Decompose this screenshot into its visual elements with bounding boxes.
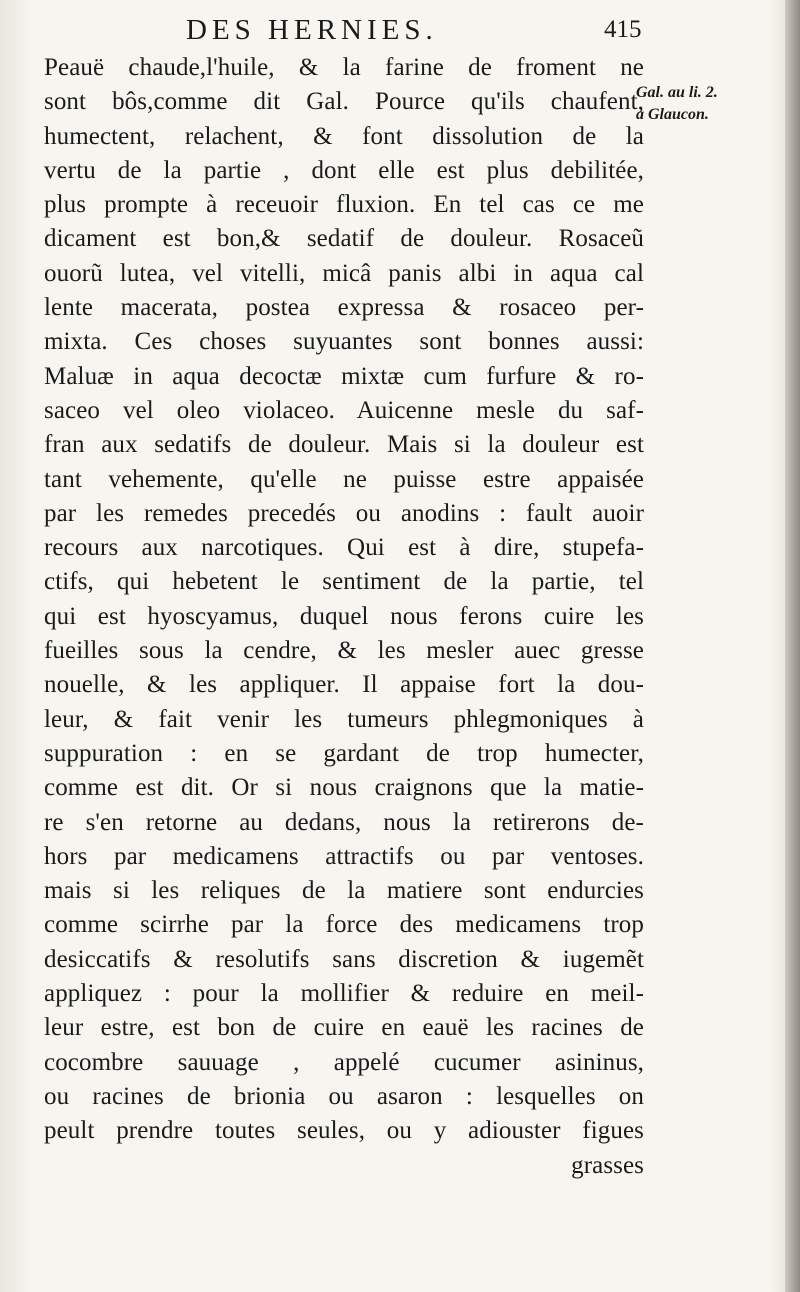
text-line: dicament est bon,& sedatif de douleur. Rosaceũ	[44, 225, 644, 253]
text-line: mixta. Ces choses suyuantes sont bonnes aussi:	[44, 328, 644, 356]
text-line: fran aux sedatifs de douleur. Mais si la douleur est	[44, 431, 644, 459]
text-line: recours aux narcotiques. Qui est à dire, stupefa-	[44, 534, 644, 562]
text-line: humectent, relachent, & font dissolution de la	[44, 122, 644, 150]
text-line: fueilles sous la cendre, & les mesler auec gresse	[44, 637, 644, 665]
text-line: leur estre, est bon de cuire en eauë les racines de	[44, 1014, 644, 1042]
text-line: ou racines de brionia ou asaron : lesquelles on	[44, 1082, 644, 1110]
text-line: suppuration : en se gardant de trop humecter,	[44, 739, 644, 767]
text-line: leur, & fait venir les tumeurs phlegmoniques à	[44, 705, 644, 733]
text-line: sont bôs,comme dit Gal. Pource qu'ils chaufent,	[44, 88, 644, 116]
text-line: ouorũ lutea, vel vitelli, micâ panis albi in aqua cal	[44, 259, 644, 287]
text-line: tant vehemente, qu'elle ne puisse estre appaisée	[44, 465, 644, 493]
running-title: DES HERNIES.	[186, 14, 438, 46]
text-line: cocombre sauuage , appelé cucumer asininus,	[44, 1048, 644, 1076]
text-line: Peauë chaude,l'huile, & la farine de froment ne	[44, 54, 644, 81]
text-line: re s'en retorne au dedans, nous la retirerons de-	[44, 808, 644, 836]
page-number: 415	[604, 16, 642, 43]
text-line: ctifs, qui hebetent le sentiment de la partie, tel	[44, 568, 644, 596]
text-line: mais si les reliques de la matiere sont endurcies	[44, 877, 644, 905]
marginal-note-line: Gal. au li. 2.	[636, 84, 718, 101]
text-line: hors par medicamens attractifs ou par ventoses.	[44, 842, 644, 870]
text-line: peult prendre toutes seules, ou y adiouster figues	[44, 1117, 644, 1145]
text-line: saceo vel oleo violaceo. Auicenne mesle du saf-	[44, 396, 644, 424]
page-header	[0, 14, 800, 54]
text-line: vertu de la partie , dont elle est plus debilitée,	[44, 156, 644, 184]
catchword: grasses	[571, 1151, 644, 1179]
text-line: appliquez : pour la mollifier & reduire en meil-	[44, 980, 644, 1008]
text-line: nouelle, & les appliquer. Il appaise fort la dou-	[44, 671, 644, 699]
text-line: par les remedes precedés ou anodins : fault auoir	[44, 499, 644, 527]
text-line: lente macerata, postea expressa & rosaceo per-	[44, 294, 644, 322]
page-gutter-shadow	[785, 0, 800, 1292]
text-line: desiccatifs & resolutifs sans discretion & iugemẽt	[44, 945, 644, 973]
text-line: comme est dit. Or si nous craignons que la matie-	[44, 774, 644, 802]
text-line: qui est hyoscyamus, duquel nous ferons cuire les	[44, 602, 644, 630]
text-line: plus prompte à receuoir fluxion. En tel cas ce me	[44, 191, 644, 219]
body-text	[44, 51, 644, 1183]
text-line: Maluæ in aqua decoctæ mixtæ cum furfure & ro-	[44, 362, 644, 390]
marginal-note-line: à Glaucon.	[636, 106, 709, 123]
text-line: comme scirrhe par la force des medicamens trop	[44, 911, 644, 939]
marginal-note	[636, 82, 776, 126]
